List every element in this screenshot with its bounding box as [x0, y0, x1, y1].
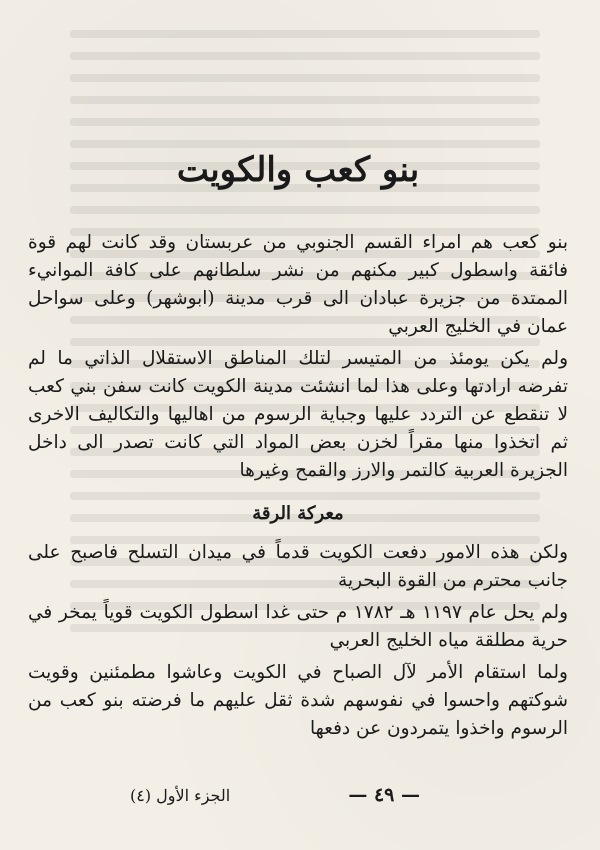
section-heading: معركة الرقة: [252, 502, 344, 524]
paragraph-bani-kaab-description: بنو كعب هم امراء القسم الجنوبي من عربستان وقد كانت لهم قوة فائقة واسطول كبير مكنهم من نشر سلطانهم على كافة الموانيء الممتدة من جزيرة عبادان الى قرب مدينة (ابوشهر) وعلى سواحل عمان في الخليج العربي: [28, 231, 568, 337]
page-content: [28, 150, 568, 743]
paragraph-kuwait-relations: ولم يكن يومئذ من المتيسر لتلك المناطق الاستقلال الذاتي ما لم تفرضه ارادتها وعلى هذا لما انشئت مدينة الكويت كانت سفن بني كعب لا تنقطع عن التردد عليها وجباية الرسوم من اهاليها والتكاليف الاخرى ثم اتخذوا منها مقراً لخزن بعض المواد التي كانت تصدر الى داخل الجزيرة العربية كالتمر والارز والقمح وغيرها: [28, 347, 568, 481]
paragraph-al-sabah-rule: ولما استقام الأمر لآل الصباح في الكويت وعاشوا مطمئنين وقويت شوكتهم واحسوا في نفوسهم شدة ثقل عليهم ما فرضته بنو كعب من الرسوم واخذوا يتمردون عن دفعها: [28, 661, 568, 739]
page-footer: [130, 784, 420, 806]
page-title: بنو كعب والكويت: [176, 150, 420, 190]
paragraph-kuwait-fleet: ولم يحل عام ١١٩٧ هـ ١٧٨٢ م حتى غدا اسطول الكويت قوياً يمخر في حرية مطلقة مياه الخليج العربي: [28, 601, 569, 651]
page-number: — ٤٩ —: [348, 784, 420, 806]
volume-part-label: الجزء الأول (٤): [130, 785, 231, 805]
paragraph-military-development: ولكن هذه الامور دفعت الكويت قدماً في ميدان التسلح فاصبح على جانب محترم من القوة البحرية: [28, 541, 568, 591]
